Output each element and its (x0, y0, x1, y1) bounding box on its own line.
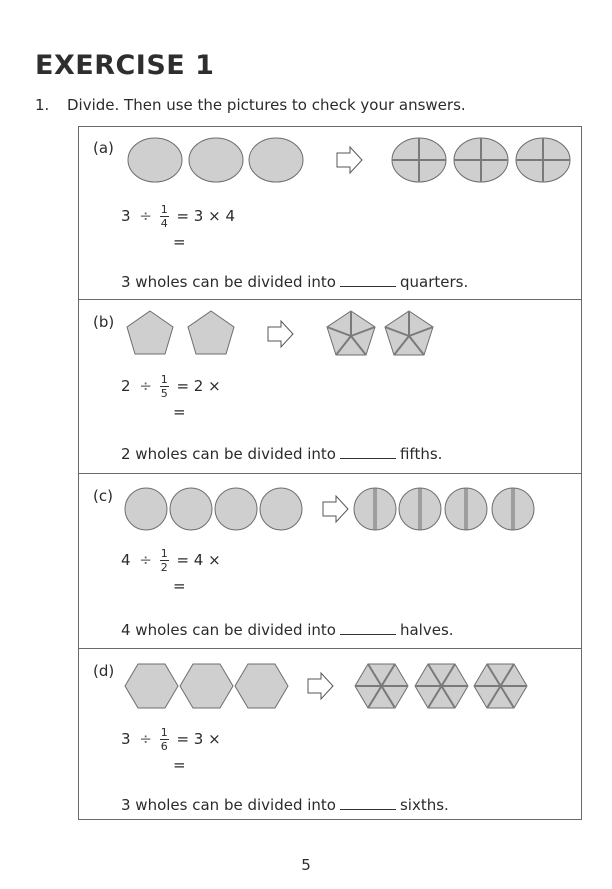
equation-rhs: = 3 × (176, 730, 221, 748)
fraction: $\frac{1}{2}$ (160, 547, 168, 574)
page-number: 5 (301, 856, 311, 874)
whole-oval-icon (249, 138, 303, 182)
equation-rhs: = 2 × (176, 377, 221, 395)
equation-line-1: 4 ÷ $\frac{1}{2}$ = 4 × (121, 547, 221, 574)
whole-circle-icon (125, 488, 167, 530)
part-label: (d) (93, 662, 115, 680)
fraction: $\frac{1}{4}$ (160, 203, 168, 230)
question-instruction: Divide. Then use the pictures to check your answers. (67, 96, 466, 114)
whole-oval-icon (128, 138, 182, 182)
answer-blank[interactable] (340, 457, 396, 459)
answer-sentence: 4 wholes can be divided into halves. (121, 621, 454, 639)
right-arrow-icon (268, 321, 293, 347)
whole-hexagon-icon (235, 664, 288, 708)
equation-line-2: = (173, 577, 186, 595)
answer-sentence: 3 wholes can be divided into quarters. (121, 273, 469, 291)
part-label: (b) (93, 313, 115, 331)
whole-number: 3 (121, 207, 131, 225)
part-a (79, 127, 581, 299)
divide-sign: ÷ (139, 730, 152, 748)
equation-line-1: 2 ÷ $\frac{1}{5}$ = 2 × (121, 373, 221, 400)
part-b (79, 299, 581, 473)
equation-line-2: = (173, 756, 186, 774)
divide-sign: ÷ (139, 551, 152, 569)
halved-circle-icon (354, 488, 396, 530)
part-d (79, 648, 581, 821)
question-number: 1. (35, 96, 50, 114)
whole-circle-icon (260, 488, 302, 530)
equation-line-1: 3 ÷ $\frac{1}{6}$ = 3 × (121, 726, 221, 753)
whole-pentagon-icon (127, 311, 173, 354)
answer-blank[interactable] (340, 633, 396, 635)
right-arrow-icon (323, 496, 348, 522)
right-arrow-icon (337, 147, 362, 173)
answer-blank[interactable] (340, 285, 396, 287)
equation-line-2: = (173, 403, 186, 421)
whole-circle-icon (215, 488, 257, 530)
whole-pentagon-icon (188, 311, 234, 354)
answer-blank[interactable] (340, 808, 396, 810)
equation-rhs: = 3 × 4 (176, 207, 235, 225)
whole-circle-icon (170, 488, 212, 530)
fraction: $\frac{1}{6}$ (160, 726, 168, 753)
exercise-box (78, 126, 582, 820)
halved-circle-icon (399, 488, 441, 530)
answer-sentence: 3 wholes can be divided into sixths. (121, 796, 449, 814)
equation-rhs: = 4 × (176, 551, 221, 569)
right-arrow-icon (308, 673, 333, 699)
exercise-title: EXERCISE 1 (35, 50, 215, 81)
fraction: $\frac{1}{5}$ (160, 373, 168, 400)
halved-circle-icon (492, 488, 534, 530)
halved-circle-icon (445, 488, 487, 530)
whole-hexagon-icon (180, 664, 233, 708)
part-label: (c) (93, 487, 113, 505)
answer-sentence: 2 wholes can be divided into fifths. (121, 445, 443, 463)
part-c (79, 473, 581, 648)
whole-oval-icon (189, 138, 243, 182)
equation-line-1 (121, 203, 235, 230)
equation-line-2: = (173, 233, 186, 251)
divide-sign: ÷ (139, 207, 152, 225)
divide-sign: ÷ (139, 377, 152, 395)
whole-hexagon-icon (125, 664, 178, 708)
part-label: (a) (93, 139, 114, 157)
